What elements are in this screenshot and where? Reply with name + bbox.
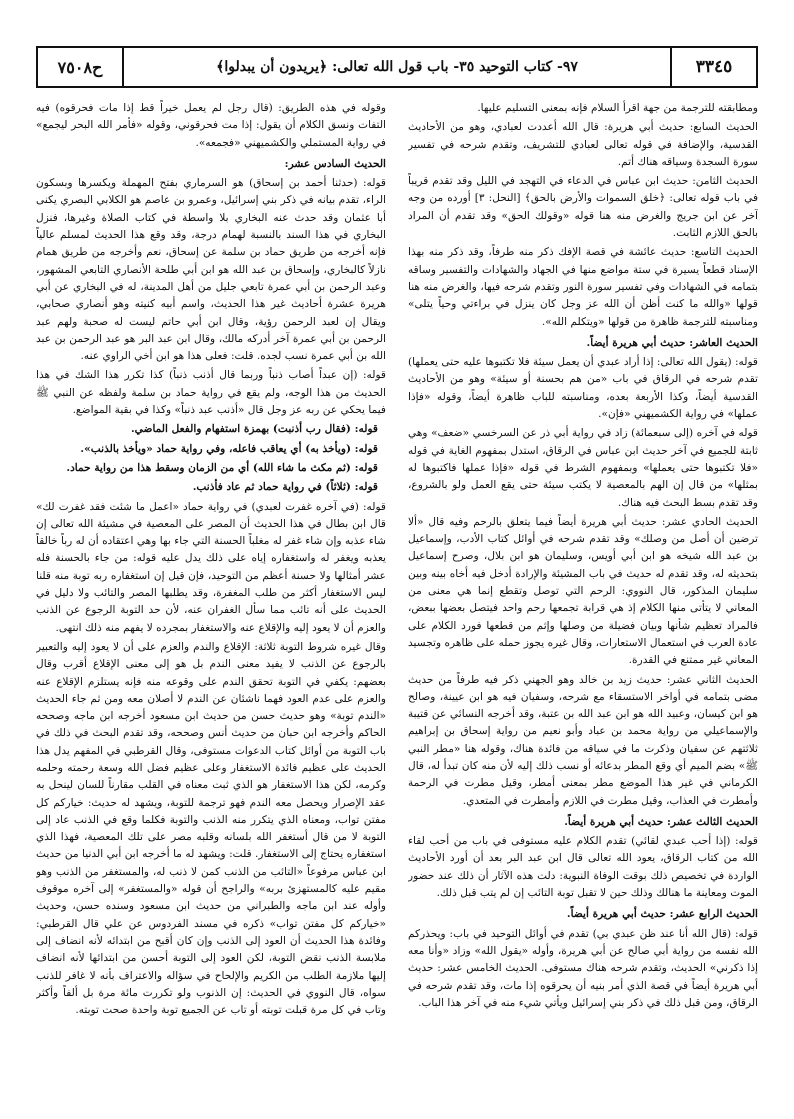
- paragraph: الحديث التاسع: حديث عائشة في قصة الإفك ذكر منه طرفاً، وقد ذكر منه بهذا الإسناد قطعاً يسيرة في ستة مواضع منها في الجهاد والشهادات والتفسير وساقه بتمامه في الشهادات وفي تفسير سورة النور وتقدم شرحه فيها، والغرض منه هنا قولها «والله ما كنت أظن أن الله عز وجل كان ينزل في براءتي وحياً يتلى» ومناسبته للترجمة ظاهرة من قولها «ويتكلم الله».: [408, 246, 758, 328]
- paragraph: قوله في آخره (إلى سبعمائة) زاد في رواية أبي ذر عن السرخسي «ضعف» وهي ثابتة للجميع في آخر حديث ابن عباس في الرقاق، استدل بمفهوم الغاية في قوله «فلا تكتبوها حتى يعملها» وبمفهوم الشرط في قوله «فإذا عملها فاكتبوها له بمثلها» من قال إن الهم بالمعصية لا يكتب سيئة حتى يقع العمل ولو بالشروع، وقد تقدم بسط البحث فيه هناك.: [408, 427, 758, 509]
- page-number: ٣٣٤٥: [695, 57, 733, 77]
- section-heading: الحديث السادس عشر:: [284, 157, 386, 170]
- section-heading: الحديث الرابع عشر: حديث أبي هريرة أيضاً.: [566, 908, 758, 921]
- paragraph: وقال غيره شروط التوبة ثلاثة: الإقلاع والندم والعزم على أن لا يعود إليه والتعبير بالرجوع عن الذنب لا يفيد معنى الندم بل هو إلى معنى الإقلاع أقرب وقال بعضهم: يكفي في التوبة تحقق الندم على وقوعه منه فإنه يستلزم الإقلاع عنه والعزم على عدم العود فهما ناشئان عن الندم لا أصلان معه ومن ثم جاء الحديث «الندم توبة» وهو حديث حسن من حديث ابن مسعود أخرجه ابن ماجه وصححه الحاكم وأخرجه ابن حبان من حديث أنس وصححه، وقد تقدم البحث في ذلك في باب التوبة من أوائل كتاب الدعوات مستوفى، وقال القرطبي في المفهم يدل هذا الحديث على عظيم فائدة الاستغفار وعلى عظيم فضل الله وسعة رحمته وحلمه وكرمه، لكن هذا الاستغفار هو الذي ثبت معناه في القلب مقارناً للسان لينحل به عقد الإصرار ويحصل معه الندم فهو ترجمة للتوبة، ويشهد له حديث: خياركم كل مفتن تواب، ومعناه الذي يتكرر منه الذنب والتوبة فكلما وقع في الذنب عاد إلى التوبة لا من قال أستغفر الله بلسانه وقلبه مصر على تلك المعصية، فهذا الذي استغفاره يحتاج إلى الاستغفار. قلت: ويشهد له ما أخرجه ابن أبي الدنيا من حديث ابن عباس مرفوعاً «التائب من الذنب كمن لا ذنب له، والمستغفر من الذنب وهو مقيم عليه كالمستهزئ بربه» والراجح أن قوله «والمستغفر» إلى آخره موقوف وأوله عند ابن ماجه والطبراني من حديث ابن مسعود وسنده حسن، وحديث «خياركم كل مفتن تواب» ذكره في مسند الفردوس عن علي قال القرطبي: وفائدة هذا الحديث أن العود إلى الذنب وإن كان أقبح من ابتدائه لأنه انضاف إلى ملابسة الذنب نقض التوبة، لكن العود إلى التوبة أحسن من ابتدائها لأنه انضاف إليها ملازمة الطلب من الكريم والإلحاح في سؤاله والاعتراف بأنه لا غافر للذنب سواه، قال النووي في الحديث: إن الذنوب ولو تكررت مائة مرة بل ألفاً وأكثر وتاب في كل مرة قبلت توبته أو تاب عن الجميع توبة واحدة صحت توبته.: [36, 640, 386, 1017]
- paragraph: قوله: (ثم مكث ما شاء الله) أي من الزمان وسقط هذا من رواية حماد.: [66, 461, 378, 474]
- section-heading: الحديث الثالث عشر: حديث أبي هريرة أيضاً.: [564, 815, 758, 828]
- paragraph: قوله: (ويأخذ به) أي يعاقب فاعله، وفي رواية حماد «ويأخذ بالذنب».: [80, 442, 378, 455]
- page-header: [36, 46, 758, 88]
- paragraph: قوله: (ثلاثاً) في رواية حماد ثم عاد فأذنب.: [192, 481, 378, 494]
- section-heading: الحديث العاشر: حديث أبي هريرة أيضاً.: [586, 336, 758, 349]
- paragraph: قوله: (حدثنا أحمد بن إسحاق) هو السرماري بفتح المهملة ويكسرها وبسكون الراء، تقدم بيانه في ذكر بني إسرائيل، وعمرو بن عاصم هو الكلابي البصري يكنى أبا عثمان وقد حدث عنه البخاري بلا واسطة في كتاب الصلاة وغيرها، فنزل البخاري في هذا السند بالنسبة لهمام درجة، وقد وقع هذا الحديث لمسلم عالياً فإنه أخرجه من طريق حماد بن سلمة عن إسحاق، نعم وأخرجه من طريق همام نازلاً كالبخاري، وإسحاق بن عبد الله هو ابن أبي طلحة الأنصاري التابعي المشهور، وعبد الرحمن بن أبي عمرة تابعي جليل من أهل المدينة، له في البخاري عن أبي هريرة عشرة أحاديث غير هذا الحديث، واسم أبيه كنيته وهو أنصاري صحابي، ويقال إن لعبد الرحمن رؤية، وقال ابن أبي حاتم ليست له صحبة ولهم عبد الرحمن بن أبي عمرة آخر أدركه مالك، وقال ابن عبد البر هو عبد الرحمن بن عبد الله بن أبي عمرة نسب لجده. قلت: فعلى هذا هو ابن أخي الراوي عنه.: [36, 177, 386, 363]
- paragraph: قوله: (فقال رب أذنبت) بهمزة استفهام والفعل الماضي.: [130, 423, 378, 436]
- paragraph: الحديث الثامن: حديث ابن عباس في الدعاء في التهجد في الليل وقد تقدم قريباً في باب قوله تعالى: ﴿خلق السموات والأرض بالحق﴾ [النحل: ٣] أورده من وجه آخر عن ابن جريج والغرض منه هنا قوله «وقولك الحق» وقد تقدم أن المراد بالحق اللازم الثابت.: [408, 175, 758, 240]
- hadith-reference: ح٧٥٠٨: [57, 57, 103, 77]
- running-title: ٩٧- كتاب التوحيد ٣٥- باب قول الله تعالى: ﴿يريدون أن يبدلوا﴾: [122, 48, 672, 86]
- paragraph: قوله: (قال الله أنا عند ظن عبدي بي) تقدم في أوائل التوحيد في باب: ويحذركم الله نفسه من رواية أبي صالح عن أبي هريرة، وأوله «يقول الله» وزاد «وأنا معه إذا ذكرني» الحديث، وتقدم شرحه هناك مستوفى. الحديث الخامس عشر: حديث أبي هريرة أيضاً في قصة الذي أمر بنيه أن يحرقوه إذا مات، وقد تقدم شرحه في الرقاق، ومن قبل ذلك في ذكر بني إسرائيل ويأتي شيء منه في آخر هذا الباب.: [408, 927, 758, 1009]
- paragraph: قوله: (في آخره غفرت لعبدي) في رواية حماد «اعمل ما شئت فقد غفرت لك» قال ابن بطال في هذا الحديث أن المصر على المعصية في مشيئة الله تعالى إن شاء عذبه وإن شاء غفر له مغلباً الحسنة التي جاء بها وهي اعتقاده أن له رباً خالقاً يعذبه ويغفر له واستغفاره إياه على ذلك يدل عليه قوله: من جاء بالحسنة فله عشر أمثالها ولا حسنة أعظم من التوحيد، فإن قيل إن استغفاره ربه توبة منه قلنا ليس الاستغفار أكثر من طلب المغفرة، وقد يطلبها المصر والتائب ولا دليل في الحديث على أنه تائب مما سأل الغفران عنه، لأن حد التوبة الرجوع عن الذنب والعزم أن لا يعود إليه والإقلاع عنه والاستغفار بمجرده لا يفهم منه ذلك انتهى.: [36, 500, 386, 634]
- right-column: [408, 100, 758, 1100]
- text-columns: [36, 100, 758, 1100]
- paragraph: قوله: (يقول الله تعالى: إذا أراد عبدي أن يعمل سيئة فلا تكتبوها عليه حتى يعملها) تقدم شرحه في الرقاق في باب «من هم بحسنة أو سيئة» وهو من الأحاديث القدسية أيضاً، وكذا الأربعة بعده، ومناسبته للباب ظاهرة أيضاً، وقوله «فإذا عملها» في رواية الكشميهني «فإن».: [408, 356, 758, 421]
- paragraph: الحديث الثاني عشر: حديث زيد بن خالد وهو الجهني ذكر فيه طرفاً من حديث مضى بتمامه في أواخر الاستسقاء مع شرحه، وسفيان فيه هو ابن عيينة، وصالح هو ابن كيسان، وعبيد الله هو ابن عبد الله بن عتبة، وقد أخرجه النسائي عن قتيبة والإسماعيلي من رواية محمد بن عباد وأبو نعيم من رواية إسحاق بن إبراهيم ثلاثتهم عن سفيان وذكرت ما في سياقه من فائدة هناك، وقوله هنا «مطر النبي ﷺ» بضم الميم أي وقع المطر بدعائه أو نسب ذلك إليه لأن منه كان تبدأ له، قال الكرماني في غير هذا الموضع مطر بمعنى أمطر، وقيل مطرت في الرحمة وأمطرت في العذاب، وقيل مطرت في اللازم وأمطرت في المتعدي.: [408, 673, 758, 807]
- paragraph: قوله: (إن عبداً أصاب ذنباً وربما قال أذنب ذنباً) كذا تكرر هذا الشك في هذا الحديث من هذا الوجه، ولم يقع في رواية حماد بن سلمة ولفظه عن النبي ﷺ فيما يحكي عن ربه عز وجل قال «أذنب عبد ذنباً» وكذا في بقية المواضع.: [36, 369, 386, 417]
- paragraph: قوله: (إذا أحب عبدي لقائي) تقدم الكلام عليه مستوفى في باب من أحب لقاء الله من كتاب الرقاق، يعود الله تعالى قال ابن عبد البر بعد أن أورد الأحاديث الواردة في تخصيص ذلك بوقت الوفاة النبوية: دلت هذه الآثار أن ذلك عند حضور الموت ومعاينة ما هنالك وذلك حين لا تقبل توبة التائب إن لم يتب قبل ذلك.: [408, 835, 758, 900]
- left-column: [36, 100, 386, 1100]
- paragraph: الحديث الحادي عشر: حديث أبي هريرة أيضاً فيما يتعلق بالرحم وفيه قال «ألا ترضين أن أصل من وصلك» وقد تقدم شرحه في أوائل كتاب الأدب، وإسماعيل بن عبد الله شيخه هو ابن أبي أويس، وسليمان هو ابن بلال، وصرح إسماعيل بتحديثه له، وقد تقدم له حديث في باب المشيئة والإرادة أدخل فيه أخاه بينه وبين سليمان المذكور، قال النووي: الرحم التي توصل وتقطع إنما هي معنى من المعاني لا يتأتى منها الكلام إذ هي قرابة تجمعها رحم واحد فيتصل بعضها ببعض، فالمراد تعظيم شأنها وبيان فضيلة من وصلها وإثم من قطعها فورد الكلام على عادة العرب في استعمال الاستعارات، وقال غيره يجوز حمله على ظاهره وتجسيد المعاني غير ممتنع في القدرة.: [408, 515, 758, 667]
- paragraph: الحديث السابع: حديث أبي هريرة: قال الله أعددت لعبادي، وهو من الأحاديث القدسية، والإضافة في قوله تعالى لعبادي للتشريف، وتقدم شرحه في تفسير سورة السجدة وسياقه هناك أتم.: [408, 121, 758, 168]
- paragraph: وقوله في هذه الطريق: (قال رجل لم يعمل خيراً قط إذا مات فحرقوه) فيه التفات ونسق الكلام أن يقول: إذا مت فحرقوني، وقوله «فأمر الله البحر ليجمع» في رواية المستملي والكشميهني «فجمعه».: [36, 102, 386, 149]
- book-page: [36, 46, 758, 1102]
- paragraph: ومطابقته للترجمة من جهة اقرأ السلام فإنه بمعنى التسليم عليها.: [477, 102, 758, 114]
